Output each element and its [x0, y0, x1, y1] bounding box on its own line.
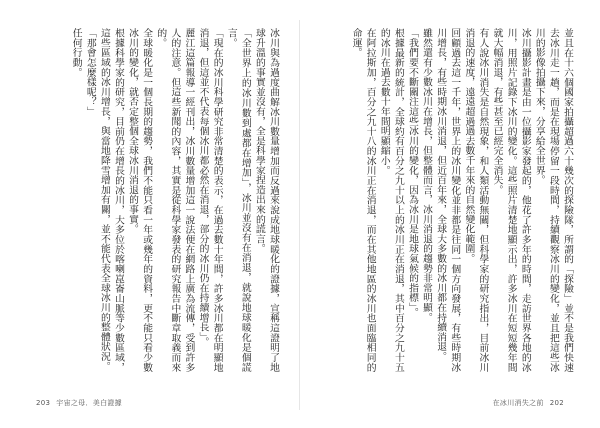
- right-page-body-text: 並且在十六個國家拍攝超過六十幾次的探險隊，所謂的「探險」並不是我們快速去冰川走一趟，而是在現場停留一段時間，持續觀察冰川的變化，並且把這些冰川的影像拍攝下來，分享給全世界。 冰川攝影計畫是由一位攝影家發起的，他花了許多年的時間，走訪世界各地的冰川，用照片記錄下冰川的變化。這些照片清楚地顯示出，許多冰川在短短幾年間就大幅消退，有些甚至已經完全消失。 有人說冰川消失是自然現象，和人類活動無關，但科學家的研究指出，目前冰川消退的速度，遠遠超過過去數千年來的自然變化範圍。 回顧過去這一千年，世界上的冰川變化並非都是往同一個方向發展，有些時期冰川增長，有些時期冰川消退，但近百年來，全球大多數的冰川都在持續消退。 雖然還有少數冰川在增長，但整體而言，冰川消退的趨勢非常明顯。 「我們要不斷關注這些冰川的變化，因為冰川是地球氣候的指標」。 根據最新的統計，全球約有百分之九十以上的冰川正在消退，其中百分之九十五的冰川在過去數十年間明顯縮小。 在阿拉斯加，百分之九十八的冰川正在消退，而在其他地區的冰川也面臨相同的命運。: [350, 28, 573, 372]
- left-running-title: 宇宙之母．美白證據: [56, 399, 122, 407]
- left-page-body-text: 冰川與為過度曲解冰川數量增加而反過來說成地球暖化的證據，宣稱這證明了地球升溫的事實並沒有，全是科學家捏造出來的謊言。 「全世界上的冰川數到處都在增加」，冰川並沒有在消退，就說地球暖化是個謊言。 「現在的冰川科學研究非常清楚的表示，在過去數十年間，許多冰川都在明顯地消退，但這並不代表每個冰川都必然在消退，部分的冰川仍在持續增長」。 麗江這篇報導一經刊出，冰川數量增加這一說法便在網路上廣為流傳，受到許多人的注意。但這些新聞的內容，其實是從科學家發表的研究報告中斷章取義而來的。 全球暖化是一個長期的趨勢，我們不能只看一年或幾年的資料，更不能只看少數冰川的變化，就否定整個全球冰川消退的事實。 根據科學家的研究，目前仍在增長的冰川，大多位於喀喇崑崙山脈等少數區域，這些區域的冰川增長，與當地降雪增加有關，並不能代表全球冰川的整體狀況。 「那會怎麼樣呢？」 任何行動。: [70, 28, 279, 372]
- right-page: [300, 0, 600, 428]
- right-running-title: 在冰川消失之前: [492, 399, 544, 407]
- left-page-footer: [30, 398, 122, 408]
- right-page-number: 202: [549, 399, 564, 407]
- right-page-footer: [493, 398, 570, 408]
- left-page-number: 203: [36, 399, 51, 407]
